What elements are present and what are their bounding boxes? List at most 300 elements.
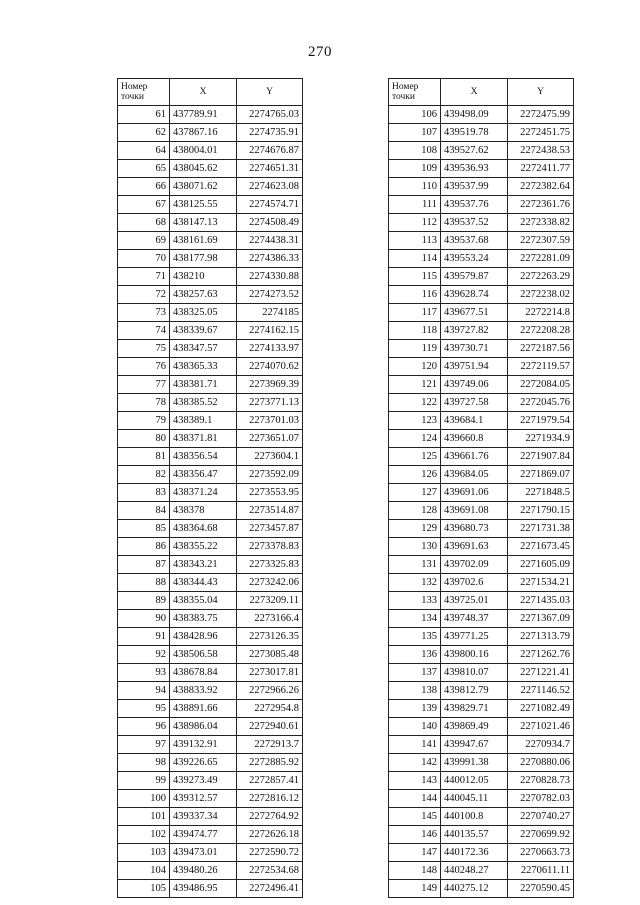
point-number-cell: 111 bbox=[389, 196, 441, 214]
table-row bbox=[118, 142, 303, 160]
header-point-number-line2: точки bbox=[392, 92, 416, 102]
header-x: X bbox=[441, 79, 508, 106]
table-row bbox=[118, 556, 303, 574]
header-x: X bbox=[170, 79, 237, 106]
x-coordinate-cell: 440012.05 bbox=[441, 772, 508, 790]
point-number-cell: 97 bbox=[118, 736, 170, 754]
x-coordinate-cell: 438428.96 bbox=[170, 628, 237, 646]
point-number-cell: 68 bbox=[118, 214, 170, 232]
y-coordinate-cell: 2274508.49 bbox=[237, 214, 303, 232]
point-number-cell: 108 bbox=[389, 142, 441, 160]
point-number-cell: 123 bbox=[389, 412, 441, 430]
y-coordinate-cell: 2271790.15 bbox=[508, 502, 574, 520]
table-row bbox=[389, 538, 574, 556]
y-coordinate-cell: 2270880.06 bbox=[508, 754, 574, 772]
y-coordinate-cell: 2274273.52 bbox=[237, 286, 303, 304]
x-coordinate-cell: 439751.94 bbox=[441, 358, 508, 376]
y-coordinate-cell: 2272382.64 bbox=[508, 178, 574, 196]
x-coordinate-cell: 439660.8 bbox=[441, 430, 508, 448]
x-coordinate-cell: 438343.21 bbox=[170, 556, 237, 574]
point-number-cell: 64 bbox=[118, 142, 170, 160]
y-coordinate-cell: 2272954.8 bbox=[237, 700, 303, 718]
point-number-cell: 101 bbox=[118, 808, 170, 826]
y-coordinate-cell: 2271907.84 bbox=[508, 448, 574, 466]
y-coordinate-cell: 2273553.95 bbox=[237, 484, 303, 502]
coordinates-table-right bbox=[388, 78, 574, 898]
point-number-cell: 106 bbox=[389, 106, 441, 124]
point-number-cell: 127 bbox=[389, 484, 441, 502]
y-coordinate-cell: 2273701.03 bbox=[237, 412, 303, 430]
x-coordinate-cell: 439337.34 bbox=[170, 808, 237, 826]
x-coordinate-cell: 439691.08 bbox=[441, 502, 508, 520]
point-number-cell: 88 bbox=[118, 574, 170, 592]
x-coordinate-cell: 438347.57 bbox=[170, 340, 237, 358]
x-coordinate-cell: 439727.58 bbox=[441, 394, 508, 412]
table-row bbox=[389, 124, 574, 142]
point-number-cell: 136 bbox=[389, 646, 441, 664]
point-number-cell: 121 bbox=[389, 376, 441, 394]
point-number-cell: 69 bbox=[118, 232, 170, 250]
table-row bbox=[118, 664, 303, 682]
x-coordinate-cell: 439312.57 bbox=[170, 790, 237, 808]
x-coordinate-cell: 438125.55 bbox=[170, 196, 237, 214]
x-coordinate-cell: 438371.81 bbox=[170, 430, 237, 448]
point-number-cell: 99 bbox=[118, 772, 170, 790]
y-coordinate-cell: 2274623.08 bbox=[237, 178, 303, 196]
y-coordinate-cell: 2272885.92 bbox=[237, 754, 303, 772]
table-row bbox=[389, 628, 574, 646]
x-coordinate-cell: 439800.16 bbox=[441, 646, 508, 664]
x-coordinate-cell: 439730.71 bbox=[441, 340, 508, 358]
x-coordinate-cell: 440045.11 bbox=[441, 790, 508, 808]
table-row bbox=[118, 214, 303, 232]
table-row bbox=[389, 790, 574, 808]
x-coordinate-cell: 439537.76 bbox=[441, 196, 508, 214]
table-row bbox=[118, 286, 303, 304]
y-coordinate-cell: 2273325.83 bbox=[237, 556, 303, 574]
x-coordinate-cell: 438364.68 bbox=[170, 520, 237, 538]
y-coordinate-cell: 2272764.92 bbox=[237, 808, 303, 826]
table-row bbox=[118, 250, 303, 268]
x-coordinate-cell: 438833.92 bbox=[170, 682, 237, 700]
point-number-cell: 116 bbox=[389, 286, 441, 304]
y-coordinate-cell: 2272626.18 bbox=[237, 826, 303, 844]
table-row bbox=[389, 178, 574, 196]
y-coordinate-cell: 2273592.09 bbox=[237, 466, 303, 484]
table-row bbox=[389, 394, 574, 412]
y-coordinate-cell: 2274133.97 bbox=[237, 340, 303, 358]
y-coordinate-cell: 2271848.5 bbox=[508, 484, 574, 502]
x-coordinate-cell: 438365.33 bbox=[170, 358, 237, 376]
point-number-cell: 109 bbox=[389, 160, 441, 178]
point-number-cell: 86 bbox=[118, 538, 170, 556]
point-number-cell: 131 bbox=[389, 556, 441, 574]
x-coordinate-cell: 439702.6 bbox=[441, 574, 508, 592]
table-row bbox=[389, 844, 574, 862]
point-number-cell: 66 bbox=[118, 178, 170, 196]
y-coordinate-cell: 2272084.05 bbox=[508, 376, 574, 394]
x-coordinate-cell: 438371.24 bbox=[170, 484, 237, 502]
table-row bbox=[389, 556, 574, 574]
x-coordinate-cell: 438177.98 bbox=[170, 250, 237, 268]
x-coordinate-cell: 439486.95 bbox=[170, 880, 237, 898]
x-coordinate-cell: 437789.91 bbox=[170, 106, 237, 124]
table-row bbox=[389, 160, 574, 178]
point-number-cell: 119 bbox=[389, 340, 441, 358]
table-row bbox=[389, 106, 574, 124]
y-coordinate-cell: 2273651.07 bbox=[237, 430, 303, 448]
point-number-cell: 90 bbox=[118, 610, 170, 628]
x-coordinate-cell: 439684.1 bbox=[441, 412, 508, 430]
point-number-cell: 148 bbox=[389, 862, 441, 880]
point-number-cell: 92 bbox=[118, 646, 170, 664]
table-row bbox=[389, 808, 574, 826]
table-row bbox=[389, 718, 574, 736]
x-coordinate-cell: 440275.12 bbox=[441, 880, 508, 898]
table-row bbox=[118, 808, 303, 826]
point-number-cell: 145 bbox=[389, 808, 441, 826]
point-number-cell: 125 bbox=[389, 448, 441, 466]
x-coordinate-cell: 439947.67 bbox=[441, 736, 508, 754]
header-point-number-line1: Номер bbox=[121, 82, 148, 92]
y-coordinate-cell: 2271673.45 bbox=[508, 538, 574, 556]
table-row bbox=[118, 484, 303, 502]
table-header-row bbox=[389, 79, 574, 106]
point-number-cell: 93 bbox=[118, 664, 170, 682]
table-row bbox=[118, 394, 303, 412]
point-number-cell: 100 bbox=[118, 790, 170, 808]
table-row bbox=[118, 124, 303, 142]
x-coordinate-cell: 438045.62 bbox=[170, 160, 237, 178]
x-coordinate-cell: 438325.05 bbox=[170, 304, 237, 322]
x-coordinate-cell: 439537.52 bbox=[441, 214, 508, 232]
point-number-cell: 140 bbox=[389, 718, 441, 736]
point-number-cell: 113 bbox=[389, 232, 441, 250]
x-coordinate-cell: 438161.69 bbox=[170, 232, 237, 250]
y-coordinate-cell: 2272411.77 bbox=[508, 160, 574, 178]
x-coordinate-cell: 439498.09 bbox=[441, 106, 508, 124]
point-number-cell: 115 bbox=[389, 268, 441, 286]
point-number-cell: 61 bbox=[118, 106, 170, 124]
y-coordinate-cell: 2271934.9 bbox=[508, 430, 574, 448]
table-row bbox=[118, 538, 303, 556]
table-row bbox=[118, 844, 303, 862]
x-coordinate-cell: 438355.04 bbox=[170, 592, 237, 610]
table-row bbox=[118, 268, 303, 286]
table-row bbox=[118, 610, 303, 628]
table-row bbox=[118, 592, 303, 610]
table-row bbox=[118, 412, 303, 430]
table-row bbox=[118, 520, 303, 538]
table-row bbox=[118, 862, 303, 880]
y-coordinate-cell: 2272475.99 bbox=[508, 106, 574, 124]
point-number-cell: 137 bbox=[389, 664, 441, 682]
point-number-cell: 81 bbox=[118, 448, 170, 466]
table-row bbox=[389, 412, 574, 430]
point-number-cell: 146 bbox=[389, 826, 441, 844]
point-number-cell: 149 bbox=[389, 880, 441, 898]
y-coordinate-cell: 2274676.87 bbox=[237, 142, 303, 160]
table-row bbox=[118, 304, 303, 322]
point-number-cell: 74 bbox=[118, 322, 170, 340]
table-row bbox=[118, 682, 303, 700]
table-row bbox=[389, 574, 574, 592]
y-coordinate-cell: 2272045.76 bbox=[508, 394, 574, 412]
y-coordinate-cell: 2270663.73 bbox=[508, 844, 574, 862]
point-number-cell: 65 bbox=[118, 160, 170, 178]
x-coordinate-cell: 438381.71 bbox=[170, 376, 237, 394]
table-row bbox=[389, 880, 574, 898]
table-row bbox=[118, 826, 303, 844]
table-row bbox=[389, 466, 574, 484]
table-row bbox=[118, 754, 303, 772]
table-row bbox=[389, 682, 574, 700]
point-number-cell: 117 bbox=[389, 304, 441, 322]
point-number-cell: 77 bbox=[118, 376, 170, 394]
x-coordinate-cell: 438339.67 bbox=[170, 322, 237, 340]
table-header-row bbox=[118, 79, 303, 106]
x-coordinate-cell: 438355.22 bbox=[170, 538, 237, 556]
y-coordinate-cell: 2273242.06 bbox=[237, 574, 303, 592]
point-number-cell: 62 bbox=[118, 124, 170, 142]
table-row bbox=[118, 466, 303, 484]
y-coordinate-cell: 2271979.54 bbox=[508, 412, 574, 430]
header-point-number bbox=[389, 79, 441, 106]
y-coordinate-cell: 2271435.03 bbox=[508, 592, 574, 610]
x-coordinate-cell: 438678.84 bbox=[170, 664, 237, 682]
table-row bbox=[118, 718, 303, 736]
y-coordinate-cell: 2270828.73 bbox=[508, 772, 574, 790]
point-number-cell: 95 bbox=[118, 700, 170, 718]
y-coordinate-cell: 2271262.76 bbox=[508, 646, 574, 664]
point-number-cell: 124 bbox=[389, 430, 441, 448]
header-point-number bbox=[118, 79, 170, 106]
y-coordinate-cell: 2272263.29 bbox=[508, 268, 574, 286]
y-coordinate-cell: 2271534.21 bbox=[508, 574, 574, 592]
y-coordinate-cell: 2272307.59 bbox=[508, 232, 574, 250]
point-number-cell: 103 bbox=[118, 844, 170, 862]
y-coordinate-cell: 2273771.13 bbox=[237, 394, 303, 412]
y-coordinate-cell: 2272496.41 bbox=[237, 880, 303, 898]
point-number-cell: 70 bbox=[118, 250, 170, 268]
table-row bbox=[118, 106, 303, 124]
point-number-cell: 75 bbox=[118, 340, 170, 358]
table-row bbox=[389, 772, 574, 790]
point-number-cell: 129 bbox=[389, 520, 441, 538]
table-row bbox=[389, 754, 574, 772]
y-coordinate-cell: 2272816.12 bbox=[237, 790, 303, 808]
y-coordinate-cell: 2274330.88 bbox=[237, 268, 303, 286]
y-coordinate-cell: 2272119.57 bbox=[508, 358, 574, 376]
table-row bbox=[389, 142, 574, 160]
point-number-cell: 135 bbox=[389, 628, 441, 646]
x-coordinate-cell: 439628.74 bbox=[441, 286, 508, 304]
y-coordinate-cell: 2270740.27 bbox=[508, 808, 574, 826]
table-row bbox=[118, 376, 303, 394]
x-coordinate-cell: 439226.65 bbox=[170, 754, 237, 772]
x-coordinate-cell: 438071.62 bbox=[170, 178, 237, 196]
header-y: Y bbox=[508, 79, 574, 106]
y-coordinate-cell: 2274162.15 bbox=[237, 322, 303, 340]
table-row bbox=[118, 772, 303, 790]
table-row bbox=[389, 268, 574, 286]
point-number-cell: 80 bbox=[118, 430, 170, 448]
point-number-cell: 118 bbox=[389, 322, 441, 340]
y-coordinate-cell: 2271082.49 bbox=[508, 700, 574, 718]
page-number: 270 bbox=[308, 44, 332, 60]
x-coordinate-cell: 438356.54 bbox=[170, 448, 237, 466]
point-number-cell: 141 bbox=[389, 736, 441, 754]
coordinates-table-left bbox=[117, 78, 303, 898]
x-coordinate-cell: 438210 bbox=[170, 268, 237, 286]
table-row bbox=[389, 592, 574, 610]
point-number-cell: 94 bbox=[118, 682, 170, 700]
y-coordinate-cell: 2273017.81 bbox=[237, 664, 303, 682]
point-number-cell: 128 bbox=[389, 502, 441, 520]
table-row bbox=[389, 304, 574, 322]
table-row bbox=[118, 178, 303, 196]
table-row bbox=[389, 322, 574, 340]
table-row bbox=[118, 502, 303, 520]
y-coordinate-cell: 2272238.02 bbox=[508, 286, 574, 304]
point-number-cell: 85 bbox=[118, 520, 170, 538]
y-coordinate-cell: 2274765.03 bbox=[237, 106, 303, 124]
x-coordinate-cell: 439273.49 bbox=[170, 772, 237, 790]
table-row bbox=[389, 484, 574, 502]
y-coordinate-cell: 2272590.72 bbox=[237, 844, 303, 862]
x-coordinate-cell: 438356.47 bbox=[170, 466, 237, 484]
y-coordinate-cell: 2271605.09 bbox=[508, 556, 574, 574]
y-coordinate-cell: 2272534.68 bbox=[237, 862, 303, 880]
y-coordinate-cell: 2273166.4 bbox=[237, 610, 303, 628]
x-coordinate-cell: 438004.01 bbox=[170, 142, 237, 160]
point-number-cell: 134 bbox=[389, 610, 441, 628]
x-coordinate-cell: 439519.78 bbox=[441, 124, 508, 142]
table-row bbox=[389, 196, 574, 214]
y-coordinate-cell: 2272338.82 bbox=[508, 214, 574, 232]
x-coordinate-cell: 437867.16 bbox=[170, 124, 237, 142]
y-coordinate-cell: 2272214.8 bbox=[508, 304, 574, 322]
x-coordinate-cell: 440100.8 bbox=[441, 808, 508, 826]
table-row bbox=[118, 196, 303, 214]
point-number-cell: 84 bbox=[118, 502, 170, 520]
table-row bbox=[389, 430, 574, 448]
table-row bbox=[389, 646, 574, 664]
y-coordinate-cell: 2274438.31 bbox=[237, 232, 303, 250]
table-row bbox=[118, 700, 303, 718]
x-coordinate-cell: 439537.68 bbox=[441, 232, 508, 250]
table-row bbox=[118, 646, 303, 664]
x-coordinate-cell: 439748.37 bbox=[441, 610, 508, 628]
point-number-cell: 114 bbox=[389, 250, 441, 268]
y-coordinate-cell: 2274735.91 bbox=[237, 124, 303, 142]
y-coordinate-cell: 2273969.39 bbox=[237, 376, 303, 394]
y-coordinate-cell: 2272208.28 bbox=[508, 322, 574, 340]
y-coordinate-cell: 2274574.71 bbox=[237, 196, 303, 214]
point-number-cell: 83 bbox=[118, 484, 170, 502]
x-coordinate-cell: 440248.27 bbox=[441, 862, 508, 880]
point-number-cell: 144 bbox=[389, 790, 441, 808]
x-coordinate-cell: 438891.66 bbox=[170, 700, 237, 718]
x-coordinate-cell: 439480.26 bbox=[170, 862, 237, 880]
table-row bbox=[389, 502, 574, 520]
table-row bbox=[389, 610, 574, 628]
y-coordinate-cell: 2270782.03 bbox=[508, 790, 574, 808]
table-row bbox=[389, 214, 574, 232]
point-number-cell: 102 bbox=[118, 826, 170, 844]
x-coordinate-cell: 439749.06 bbox=[441, 376, 508, 394]
table-row bbox=[389, 736, 574, 754]
x-coordinate-cell: 439132.91 bbox=[170, 736, 237, 754]
point-number-cell: 139 bbox=[389, 700, 441, 718]
y-coordinate-cell: 2271021.46 bbox=[508, 718, 574, 736]
point-number-cell: 143 bbox=[389, 772, 441, 790]
x-coordinate-cell: 439661.76 bbox=[441, 448, 508, 466]
x-coordinate-cell: 439537.99 bbox=[441, 178, 508, 196]
y-coordinate-cell: 2272913.7 bbox=[237, 736, 303, 754]
y-coordinate-cell: 2271731.38 bbox=[508, 520, 574, 538]
point-number-cell: 133 bbox=[389, 592, 441, 610]
point-number-cell: 104 bbox=[118, 862, 170, 880]
x-coordinate-cell: 439725.01 bbox=[441, 592, 508, 610]
y-coordinate-cell: 2274185 bbox=[237, 304, 303, 322]
x-coordinate-cell: 440135.57 bbox=[441, 826, 508, 844]
x-coordinate-cell: 439553.24 bbox=[441, 250, 508, 268]
point-number-cell: 71 bbox=[118, 268, 170, 286]
point-number-cell: 147 bbox=[389, 844, 441, 862]
table-row bbox=[118, 736, 303, 754]
y-coordinate-cell: 2273378.83 bbox=[237, 538, 303, 556]
y-coordinate-cell: 2272281.09 bbox=[508, 250, 574, 268]
table-row bbox=[389, 340, 574, 358]
point-number-cell: 138 bbox=[389, 682, 441, 700]
y-coordinate-cell: 2270934.7 bbox=[508, 736, 574, 754]
table-row bbox=[389, 286, 574, 304]
x-coordinate-cell: 439727.82 bbox=[441, 322, 508, 340]
y-coordinate-cell: 2272438.53 bbox=[508, 142, 574, 160]
point-number-cell: 105 bbox=[118, 880, 170, 898]
y-coordinate-cell: 2273604.1 bbox=[237, 448, 303, 466]
table-row bbox=[118, 160, 303, 178]
table-row bbox=[389, 862, 574, 880]
x-coordinate-cell: 439829.71 bbox=[441, 700, 508, 718]
table-row bbox=[118, 790, 303, 808]
y-coordinate-cell: 2271146.52 bbox=[508, 682, 574, 700]
x-coordinate-cell: 438506.58 bbox=[170, 646, 237, 664]
x-coordinate-cell: 439474.77 bbox=[170, 826, 237, 844]
point-number-cell: 73 bbox=[118, 304, 170, 322]
x-coordinate-cell: 439579.87 bbox=[441, 268, 508, 286]
point-number-cell: 79 bbox=[118, 412, 170, 430]
y-coordinate-cell: 2274651.31 bbox=[237, 160, 303, 178]
point-number-cell: 142 bbox=[389, 754, 441, 772]
x-coordinate-cell: 438147.13 bbox=[170, 214, 237, 232]
point-number-cell: 120 bbox=[389, 358, 441, 376]
y-coordinate-cell: 2272187.56 bbox=[508, 340, 574, 358]
y-coordinate-cell: 2273457.87 bbox=[237, 520, 303, 538]
point-number-cell: 122 bbox=[389, 394, 441, 412]
point-number-cell: 96 bbox=[118, 718, 170, 736]
table-row bbox=[389, 358, 574, 376]
table-row bbox=[389, 448, 574, 466]
point-number-cell: 132 bbox=[389, 574, 441, 592]
x-coordinate-cell: 439536.93 bbox=[441, 160, 508, 178]
y-coordinate-cell: 2272361.76 bbox=[508, 196, 574, 214]
x-coordinate-cell: 438389.1 bbox=[170, 412, 237, 430]
y-coordinate-cell: 2271313.79 bbox=[508, 628, 574, 646]
y-coordinate-cell: 2272451.75 bbox=[508, 124, 574, 142]
table-row bbox=[118, 358, 303, 376]
